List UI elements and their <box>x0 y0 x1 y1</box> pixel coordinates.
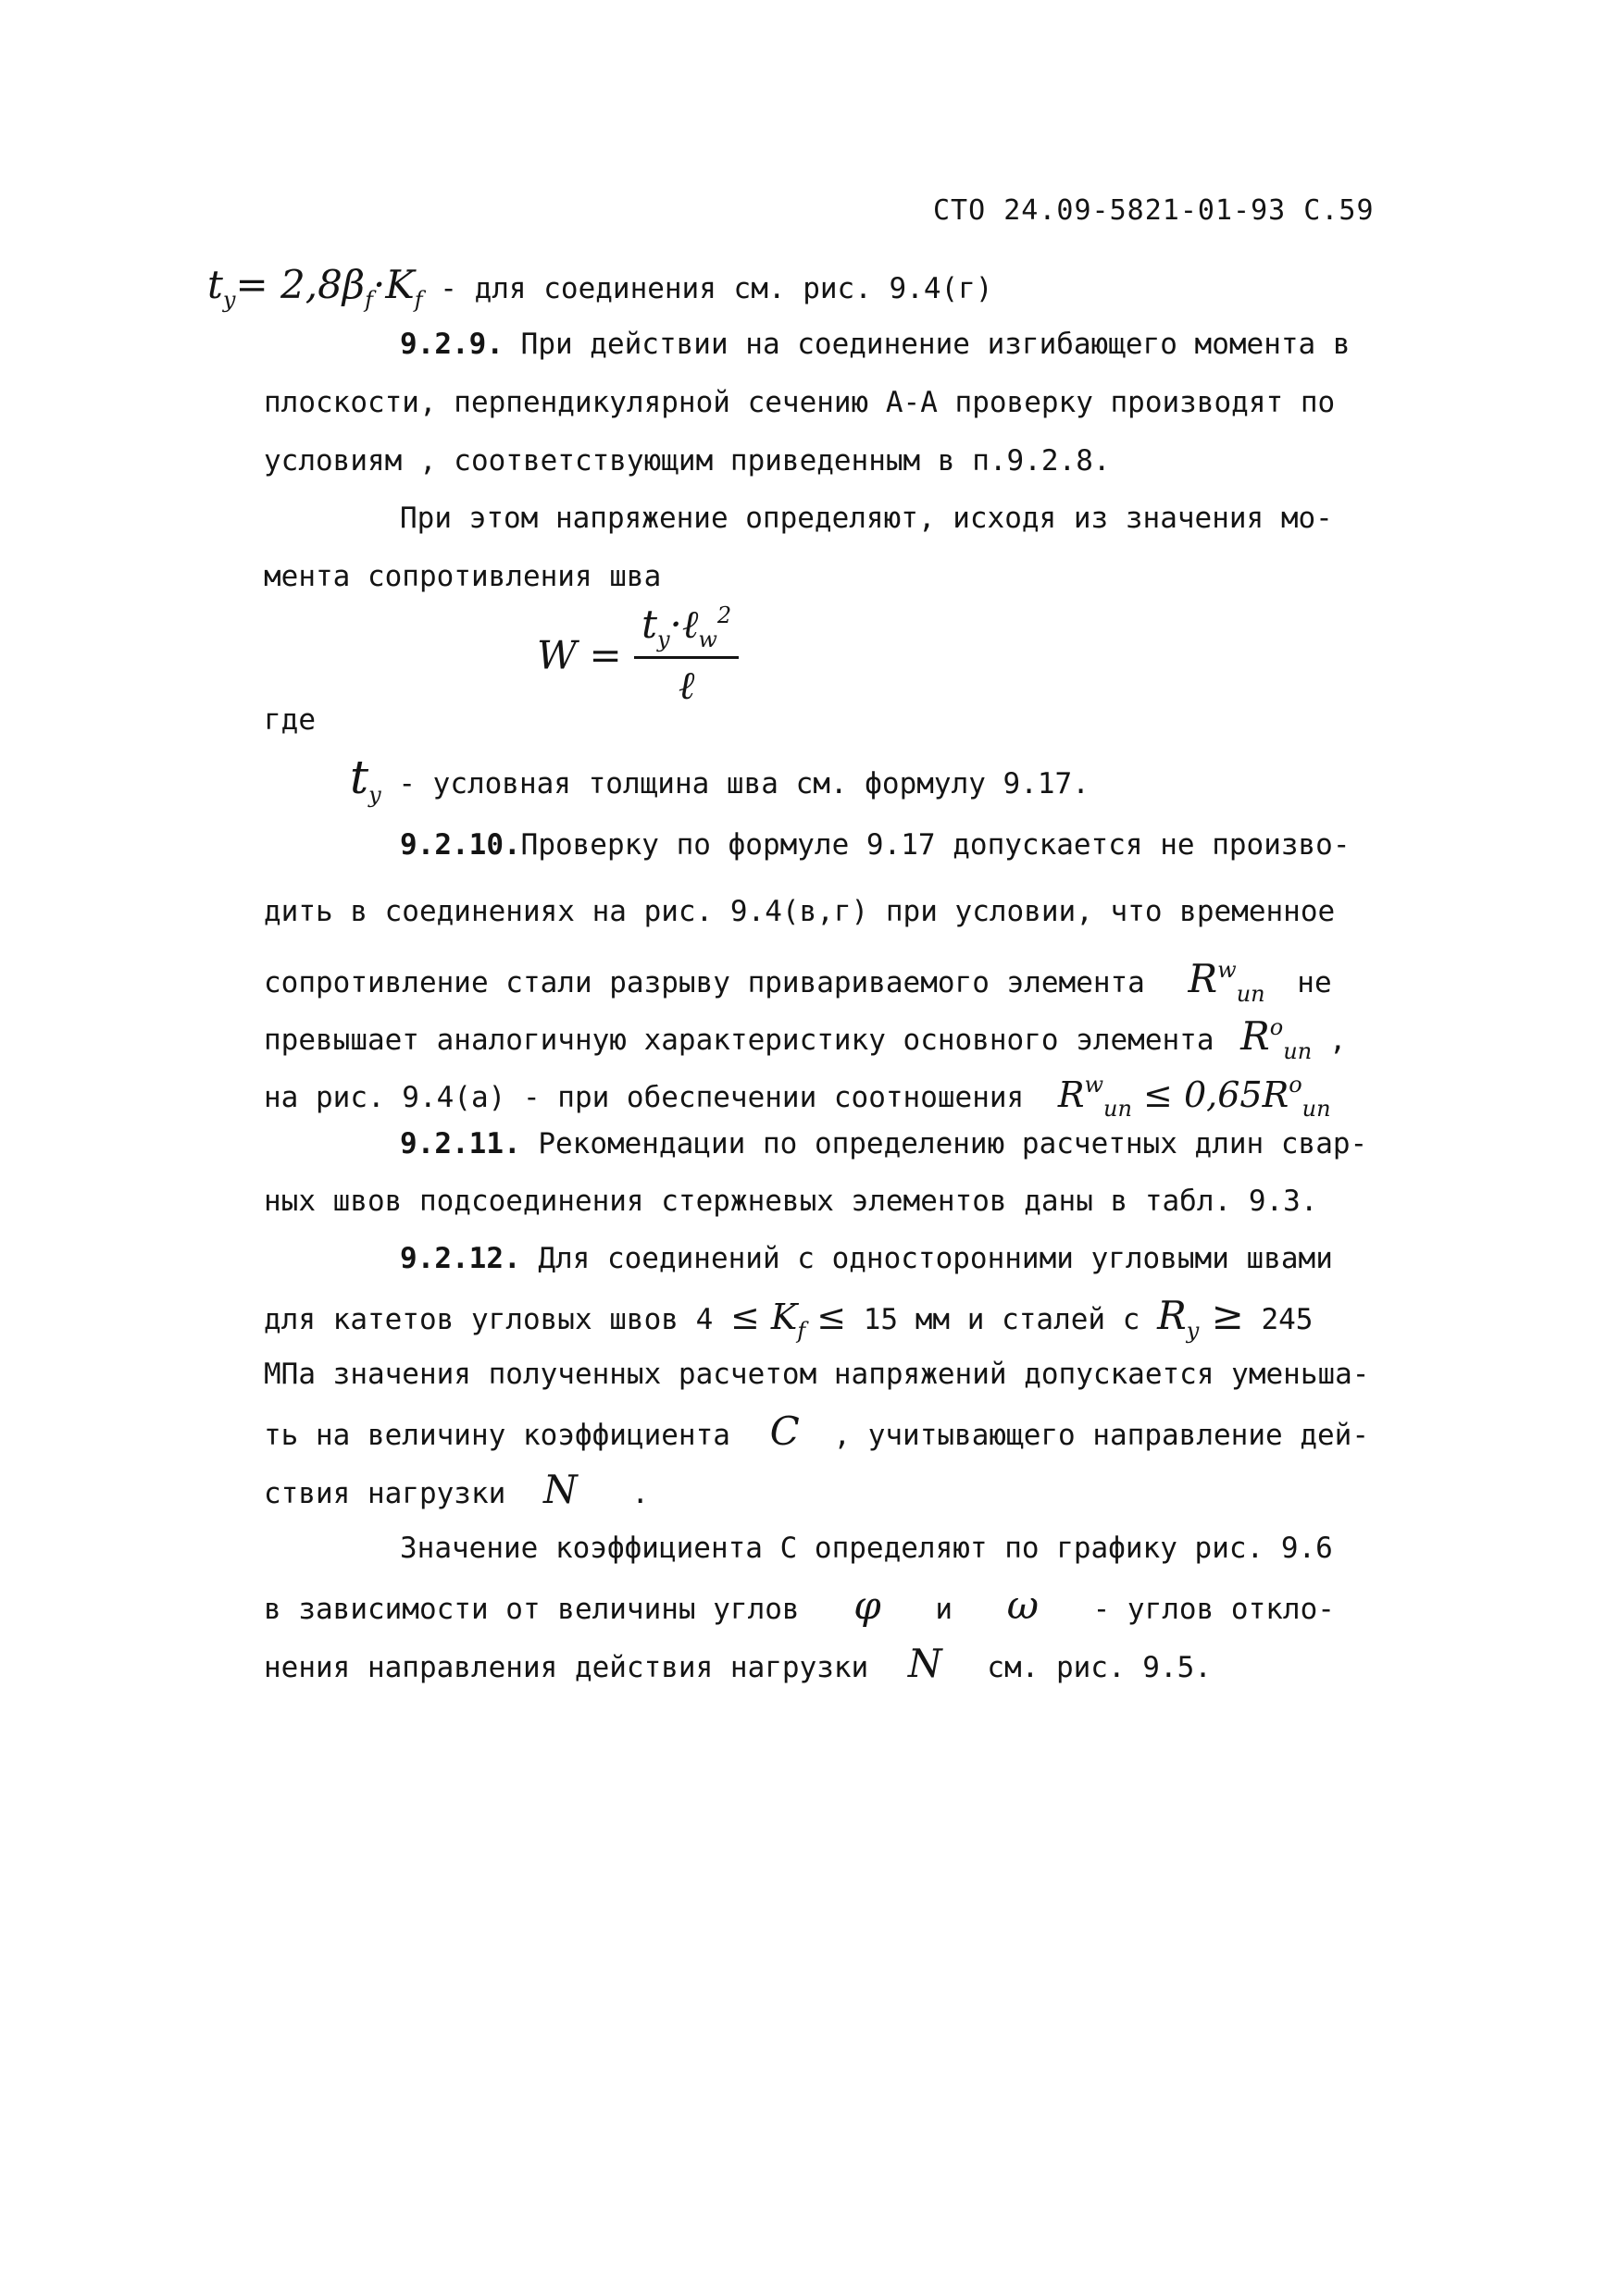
w-formula: W = $\frac{t_y\cdot\ell_w^2}{\text{ℓ}}$ <box>537 602 739 709</box>
w-fraction: $\frac{t_y\cdot\ell_w^2}{\text{ℓ}}$ <box>634 602 739 709</box>
document-header: СТО 24.09-5821-01-93 С.59 <box>933 194 1375 227</box>
para-9-2-10-line-5: на рис. 9.4(а) - при обеспечении соотношения $R^w_{un} \le 0,65R^o_{un}$ <box>264 1072 1331 1122</box>
para-9-2-11-line-2: ных швов подсоединения стержневых элементов даны в табл. 9.3. <box>264 1185 1318 1218</box>
ty-formula-line <box>207 262 993 318</box>
para-9-2-9-line-1: 9.2.9. При действии на соединение изгибающего момента в <box>400 328 1351 361</box>
gde-label: где <box>264 703 316 737</box>
ty-formula: $t_y= 2,8\beta_f\cdot K_f$ <box>207 262 423 313</box>
ty-definition: $t_y$ - условная толщина шва см. формулу 9.17. <box>350 751 1090 808</box>
para-9-2-10-line-2: дить в соединениях на рис. 9.4(в,г) при условии, что временное <box>264 895 1336 928</box>
para-9-2-10-line-4: превышает аналогичную характеристику основного элемента $R^o_{un}$ , <box>264 1013 1347 1064</box>
para-moment-line-2: мента сопротивления шва <box>264 560 662 593</box>
para-9-2-10-line-1: 9.2.10.Проверку по формуле 9.17 допускается не произво- <box>400 828 1351 862</box>
para-9-2-9-line-2: плоскости, перпендикулярной сечению А-А проверку производят по <box>264 386 1336 419</box>
para-9-2-11-line-1: 9.2.11. Рекомендации по определению расчетных длин свар- <box>400 1127 1368 1160</box>
para-9-2-9-line-3: условиям , соответствующим приведенным в п.9.2.8. <box>264 444 1111 478</box>
para-9-2-12-line-2: для катетов угловых швов $4 \le K_f \le 15$ мм и сталей с $R_y \ge 245$ <box>264 1293 1314 1344</box>
para-9-2-12-line-3: МПа значения полученных расчетом напряжений допускается уменьша- <box>264 1358 1370 1391</box>
para-9-2-10-line-3: сопротивление стали разрыву привариваемого элемента $R^w_{un}$ не <box>264 956 1332 1007</box>
para-9-2-12-line-1: 9.2.12. Для соединений с односторонними угловыми швами <box>400 1242 1333 1275</box>
para-9-2-12-line-5: ствия нагрузки N . <box>264 1467 650 1512</box>
para-9-2-12-line-4: ть на величину коэффициента C , учитывающего направление дей- <box>264 1409 1369 1454</box>
para-coef-line-2: в зависимости от величины углов φ и ω - углов откло- <box>264 1582 1335 1628</box>
para-coef-line-3: нения направления действия нагрузки N см. рис. 9.5. <box>264 1641 1212 1686</box>
ty-formula-text: - для соединения см. рис. 9.4(г) <box>440 272 993 305</box>
para-moment-line-1: При этом напряжение определяют, исходя из значения мо- <box>400 502 1333 535</box>
para-coef-line-1: Значение коэффициента С определяют по графику рис. 9.6 <box>400 1532 1333 1565</box>
